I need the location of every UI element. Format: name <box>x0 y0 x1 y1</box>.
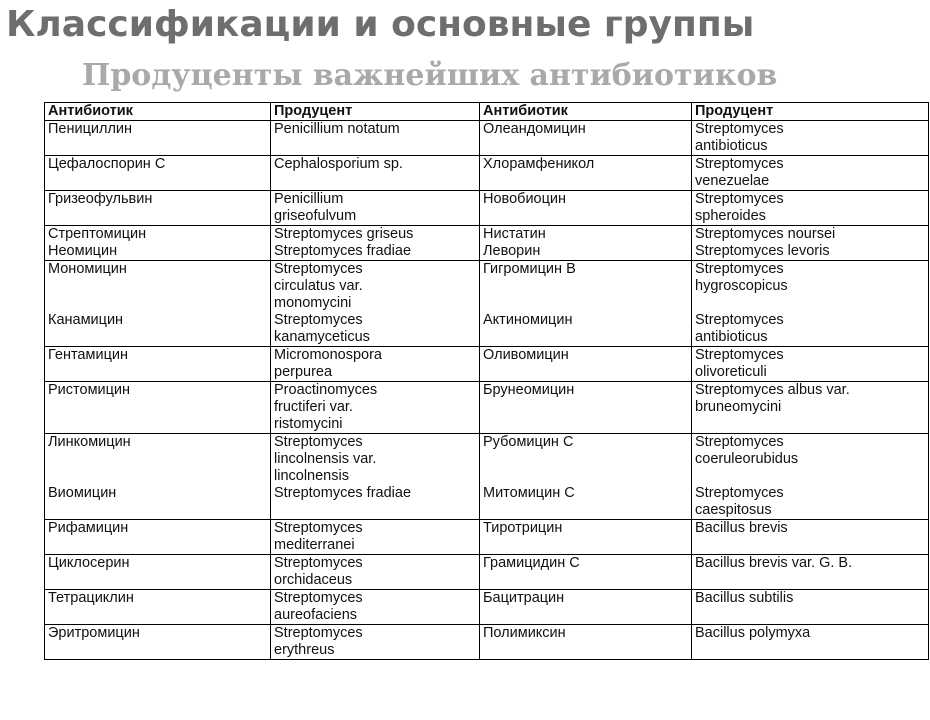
table-row <box>45 156 929 191</box>
table-header-row <box>45 103 929 121</box>
cell-line: antibioticus <box>695 138 768 154</box>
cell-line: circulatus var. <box>274 278 363 294</box>
cell-line: erythreus <box>274 642 335 658</box>
cell-line: Penicillium notatum <box>274 121 400 137</box>
cell-line: lincolnensis <box>274 468 349 484</box>
cell-line: coeruleorubidus <box>695 451 799 467</box>
cell-line: Streptomyces <box>274 625 363 641</box>
producer-1-cell <box>271 347 480 382</box>
cell-line: Нистатин <box>483 226 546 242</box>
cell-line: Линкомицин <box>48 434 131 450</box>
antibiotic-1-cell <box>45 156 271 191</box>
cell-line: Бацитрацин <box>483 590 565 606</box>
cell-line: Циклосерин <box>48 555 130 571</box>
cell-line: Тиротрицин <box>483 520 563 536</box>
producer-2-cell <box>692 590 929 625</box>
cell-line: orchidaceus <box>274 572 353 588</box>
producer-2-cell <box>692 191 929 226</box>
cell-line: Streptomyces <box>274 555 363 571</box>
antibiotic-2-cell <box>480 191 692 226</box>
producer-1-cell <box>271 434 480 520</box>
table-row <box>45 382 929 434</box>
cell-line: Streptomyces <box>274 590 363 606</box>
cell-line: Streptomyces <box>274 434 363 450</box>
cell-line: Streptomyces <box>695 156 784 172</box>
producer-1-cell <box>271 156 480 191</box>
slide-subtitle: Продуценты важнейших антибиотиков <box>82 58 778 93</box>
cell-line: Полимиксин <box>483 625 566 641</box>
cell-line: Streptomyces <box>274 520 363 536</box>
cell-line: Streptomyces <box>274 312 363 328</box>
cell-line: griseofulvum <box>274 208 357 224</box>
cell-line <box>483 451 688 468</box>
producer-1-cell <box>271 261 480 347</box>
cell-line: Рубомицин С <box>483 434 574 450</box>
cell-line: Грамицидин С <box>483 555 580 571</box>
cell-line: Streptomyces fradiae <box>274 243 412 259</box>
antibiotic-1-cell <box>45 226 271 261</box>
cell-line: spheroides <box>695 208 766 224</box>
cell-line: Актиномицин <box>483 312 573 328</box>
table-row <box>45 555 929 590</box>
antibiotic-2-cell <box>480 555 692 590</box>
antibiotic-2-cell <box>480 382 692 434</box>
table-row <box>45 347 929 382</box>
cell-line: Канамицин <box>48 312 124 328</box>
cell-line: monomycini <box>274 295 352 311</box>
cell-line: fructiferi var. <box>274 399 353 415</box>
producer-2-cell <box>692 226 929 261</box>
cell-line: Виомицин <box>48 485 117 501</box>
producer-1-cell <box>271 121 480 156</box>
table-row <box>45 590 929 625</box>
cell-line: Тетрациклин <box>48 590 134 606</box>
cell-line: Гентамицин <box>48 347 128 363</box>
cell-line: mediterranei <box>274 537 355 553</box>
cell-line: Streptomyces fradiae <box>274 485 412 501</box>
producer-2-cell <box>692 434 929 520</box>
cell-line <box>48 468 267 485</box>
antibiotic-1-cell <box>45 121 271 156</box>
cell-line <box>48 295 267 312</box>
cell-line: Cephalosporium sp. <box>274 156 403 172</box>
antibiotic-2-cell <box>480 625 692 660</box>
cell-line <box>695 295 925 312</box>
header-antibiotic-2: Антибиотик <box>480 103 692 121</box>
cell-line: Penicillium <box>274 191 344 207</box>
antibiotic-1-cell <box>45 625 271 660</box>
cell-line: Streptomyces levoris <box>695 243 830 259</box>
cell-line: Неомицин <box>48 243 118 259</box>
table-row <box>45 226 929 261</box>
producer-2-cell <box>692 261 929 347</box>
producer-1-cell <box>271 382 480 434</box>
header-producer-2: Продуцент <box>692 103 929 121</box>
cell-line: Рифамицин <box>48 520 129 536</box>
cell-line: Streptomyces <box>695 434 784 450</box>
antibiotic-1-cell <box>45 555 271 590</box>
antibiotic-2-cell <box>480 434 692 520</box>
cell-line: aureofaciens <box>274 607 358 623</box>
cell-line: Bacillus brevis var. G. B. <box>695 555 853 571</box>
antibiotic-2-cell <box>480 590 692 625</box>
table-row <box>45 191 929 226</box>
antibiotic-1-cell <box>45 434 271 520</box>
antibiotic-1-cell <box>45 520 271 555</box>
cell-line: olivoreticuli <box>695 364 767 380</box>
cell-line: Гризеофульвин <box>48 191 153 207</box>
table-row <box>45 625 929 660</box>
cell-line: Bacillus polymyxa <box>695 625 811 641</box>
cell-line: Стрептомицин <box>48 226 147 242</box>
producer-1-cell <box>271 625 480 660</box>
cell-line: Олеандомицин <box>483 121 586 137</box>
header-producer-1: Продуцент <box>271 103 480 121</box>
cell-line: Streptomyces <box>695 485 784 501</box>
table-body <box>45 121 929 660</box>
cell-line: bruneomycini <box>695 399 782 415</box>
table-row <box>45 434 929 520</box>
cell-line: Streptomyces <box>695 191 784 207</box>
table-row <box>45 520 929 555</box>
cell-line: Streptomyces noursei <box>695 226 836 242</box>
producer-2-cell <box>692 382 929 434</box>
cell-line: Ристомицин <box>48 382 131 398</box>
cell-line: Хлорамфеникол <box>483 156 595 172</box>
cell-line: Streptomyces griseus <box>274 226 414 242</box>
cell-line: ristomycini <box>274 416 343 432</box>
cell-line: Proactinomyces <box>274 382 378 398</box>
cell-line <box>695 468 925 485</box>
antibiotic-1-cell <box>45 191 271 226</box>
cell-line: hygroscopicus <box>695 278 788 294</box>
antibiotic-2-cell <box>480 261 692 347</box>
producer-1-cell <box>271 226 480 261</box>
producer-1-cell <box>271 590 480 625</box>
cell-line: Streptomyces albus var. <box>695 382 850 398</box>
cell-line: Bacillus brevis <box>695 520 788 536</box>
cell-line: Streptomyces <box>695 312 784 328</box>
cell-line: Streptomyces <box>695 261 784 277</box>
antibiotic-2-cell <box>480 347 692 382</box>
antibiotic-1-cell <box>45 347 271 382</box>
producer-2-cell <box>692 625 929 660</box>
cell-line: Гигромицин В <box>483 261 576 277</box>
cell-line: caespitosus <box>695 502 772 518</box>
antibiotics-table <box>44 102 929 660</box>
antibiotic-2-cell <box>480 520 692 555</box>
producer-2-cell <box>692 156 929 191</box>
antibiotic-2-cell <box>480 121 692 156</box>
antibiotic-2-cell <box>480 226 692 261</box>
cell-line: venezuelae <box>695 173 770 189</box>
header-antibiotic-1: Антибиотик <box>45 103 271 121</box>
cell-line: Streptomyces <box>695 347 784 363</box>
cell-line: lincolnensis var. <box>274 451 377 467</box>
producer-2-cell <box>692 347 929 382</box>
cell-line: Streptomyces <box>695 121 784 137</box>
producer-2-cell <box>692 555 929 590</box>
table-row <box>45 261 929 347</box>
antibiotic-1-cell <box>45 261 271 347</box>
cell-line: Брунеомицин <box>483 382 575 398</box>
antibiotic-1-cell <box>45 590 271 625</box>
cell-line <box>483 468 688 485</box>
cell-line: Micromonospora <box>274 347 382 363</box>
cell-line: Мономицин <box>48 261 127 277</box>
cell-line: Леворин <box>483 243 541 259</box>
producer-1-cell <box>271 555 480 590</box>
cell-line: Streptomyces <box>274 261 363 277</box>
producer-1-cell <box>271 520 480 555</box>
producer-1-cell <box>271 191 480 226</box>
producer-2-cell <box>692 121 929 156</box>
cell-line <box>483 295 688 312</box>
cell-line <box>483 278 688 295</box>
cell-line <box>48 451 267 468</box>
cell-line: Цефалоспорин С <box>48 156 166 172</box>
cell-line: Bacillus subtilis <box>695 590 794 606</box>
cell-line <box>48 278 267 295</box>
cell-line: antibioticus <box>695 329 768 345</box>
cell-line: Эритромицин <box>48 625 140 641</box>
antibiotic-1-cell <box>45 382 271 434</box>
cell-line: Оливомицин <box>483 347 569 363</box>
slide-title: Классификации и основные группы <box>6 4 755 45</box>
cell-line: kanamyceticus <box>274 329 370 345</box>
cell-line: Новобиоцин <box>483 191 567 207</box>
cell-line: Митомицин С <box>483 485 575 501</box>
producer-2-cell <box>692 520 929 555</box>
cell-line: perpurea <box>274 364 333 380</box>
table-row <box>45 121 929 156</box>
antibiotic-2-cell <box>480 156 692 191</box>
cell-line: Пенициллин <box>48 121 133 137</box>
